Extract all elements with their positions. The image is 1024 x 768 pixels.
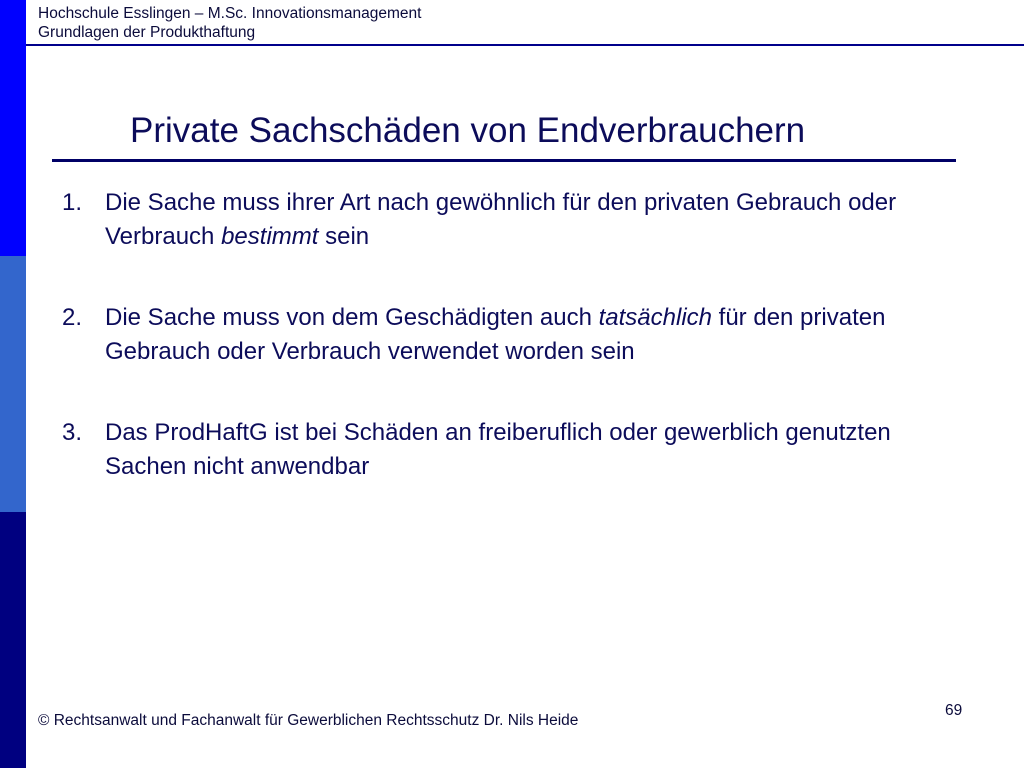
- list-item-text: Die Sache muss von dem Geschädigten auch tatsächlich für den privaten Gebrauch oder Verbrauch verwendet worden sein: [105, 304, 886, 365]
- header-divider: [26, 44, 1024, 46]
- list-item-text: Das ProdHaftG ist bei Schäden an freiberuflich oder gewerblich genutzten Sachen nicht anwendbar: [105, 419, 891, 480]
- slide-header: [38, 4, 421, 42]
- slide-title: Private Sachschäden von Endverbrauchern: [130, 111, 806, 150]
- header-course: Grundlagen der Produkthaftung: [38, 24, 256, 41]
- list-item: [62, 416, 962, 484]
- sidebar-color-bar: [0, 0, 26, 768]
- title-underline: [52, 159, 956, 162]
- numbered-list: [62, 186, 962, 531]
- list-item-text: Die Sache muss ihrer Art nach gewöhnlich für den privaten Gebrauch oder Verbrauch bestimmt sein: [105, 189, 897, 250]
- copyright-footer: © Rechtsanwalt und Fachanwalt für Gewerblichen Rechtsschutz Dr. Nils Heide: [38, 712, 579, 729]
- header-institution: Hochschule Esslingen – M.Sc. Innovationsmanagement: [38, 5, 422, 22]
- sidebar-segment-bottom: [0, 512, 26, 768]
- list-item-number: 2.: [62, 304, 83, 331]
- list-item: [62, 186, 962, 254]
- list-item-number: 3.: [62, 419, 83, 446]
- emphasis-text: tatsächlich: [598, 304, 712, 331]
- list-item-number: 1.: [62, 189, 83, 216]
- emphasis-text: bestimmt: [221, 223, 319, 250]
- sidebar-segment-middle: [0, 256, 26, 512]
- page-number: 69: [945, 702, 963, 719]
- sidebar-segment-top: [0, 0, 26, 256]
- list-item: [62, 301, 962, 369]
